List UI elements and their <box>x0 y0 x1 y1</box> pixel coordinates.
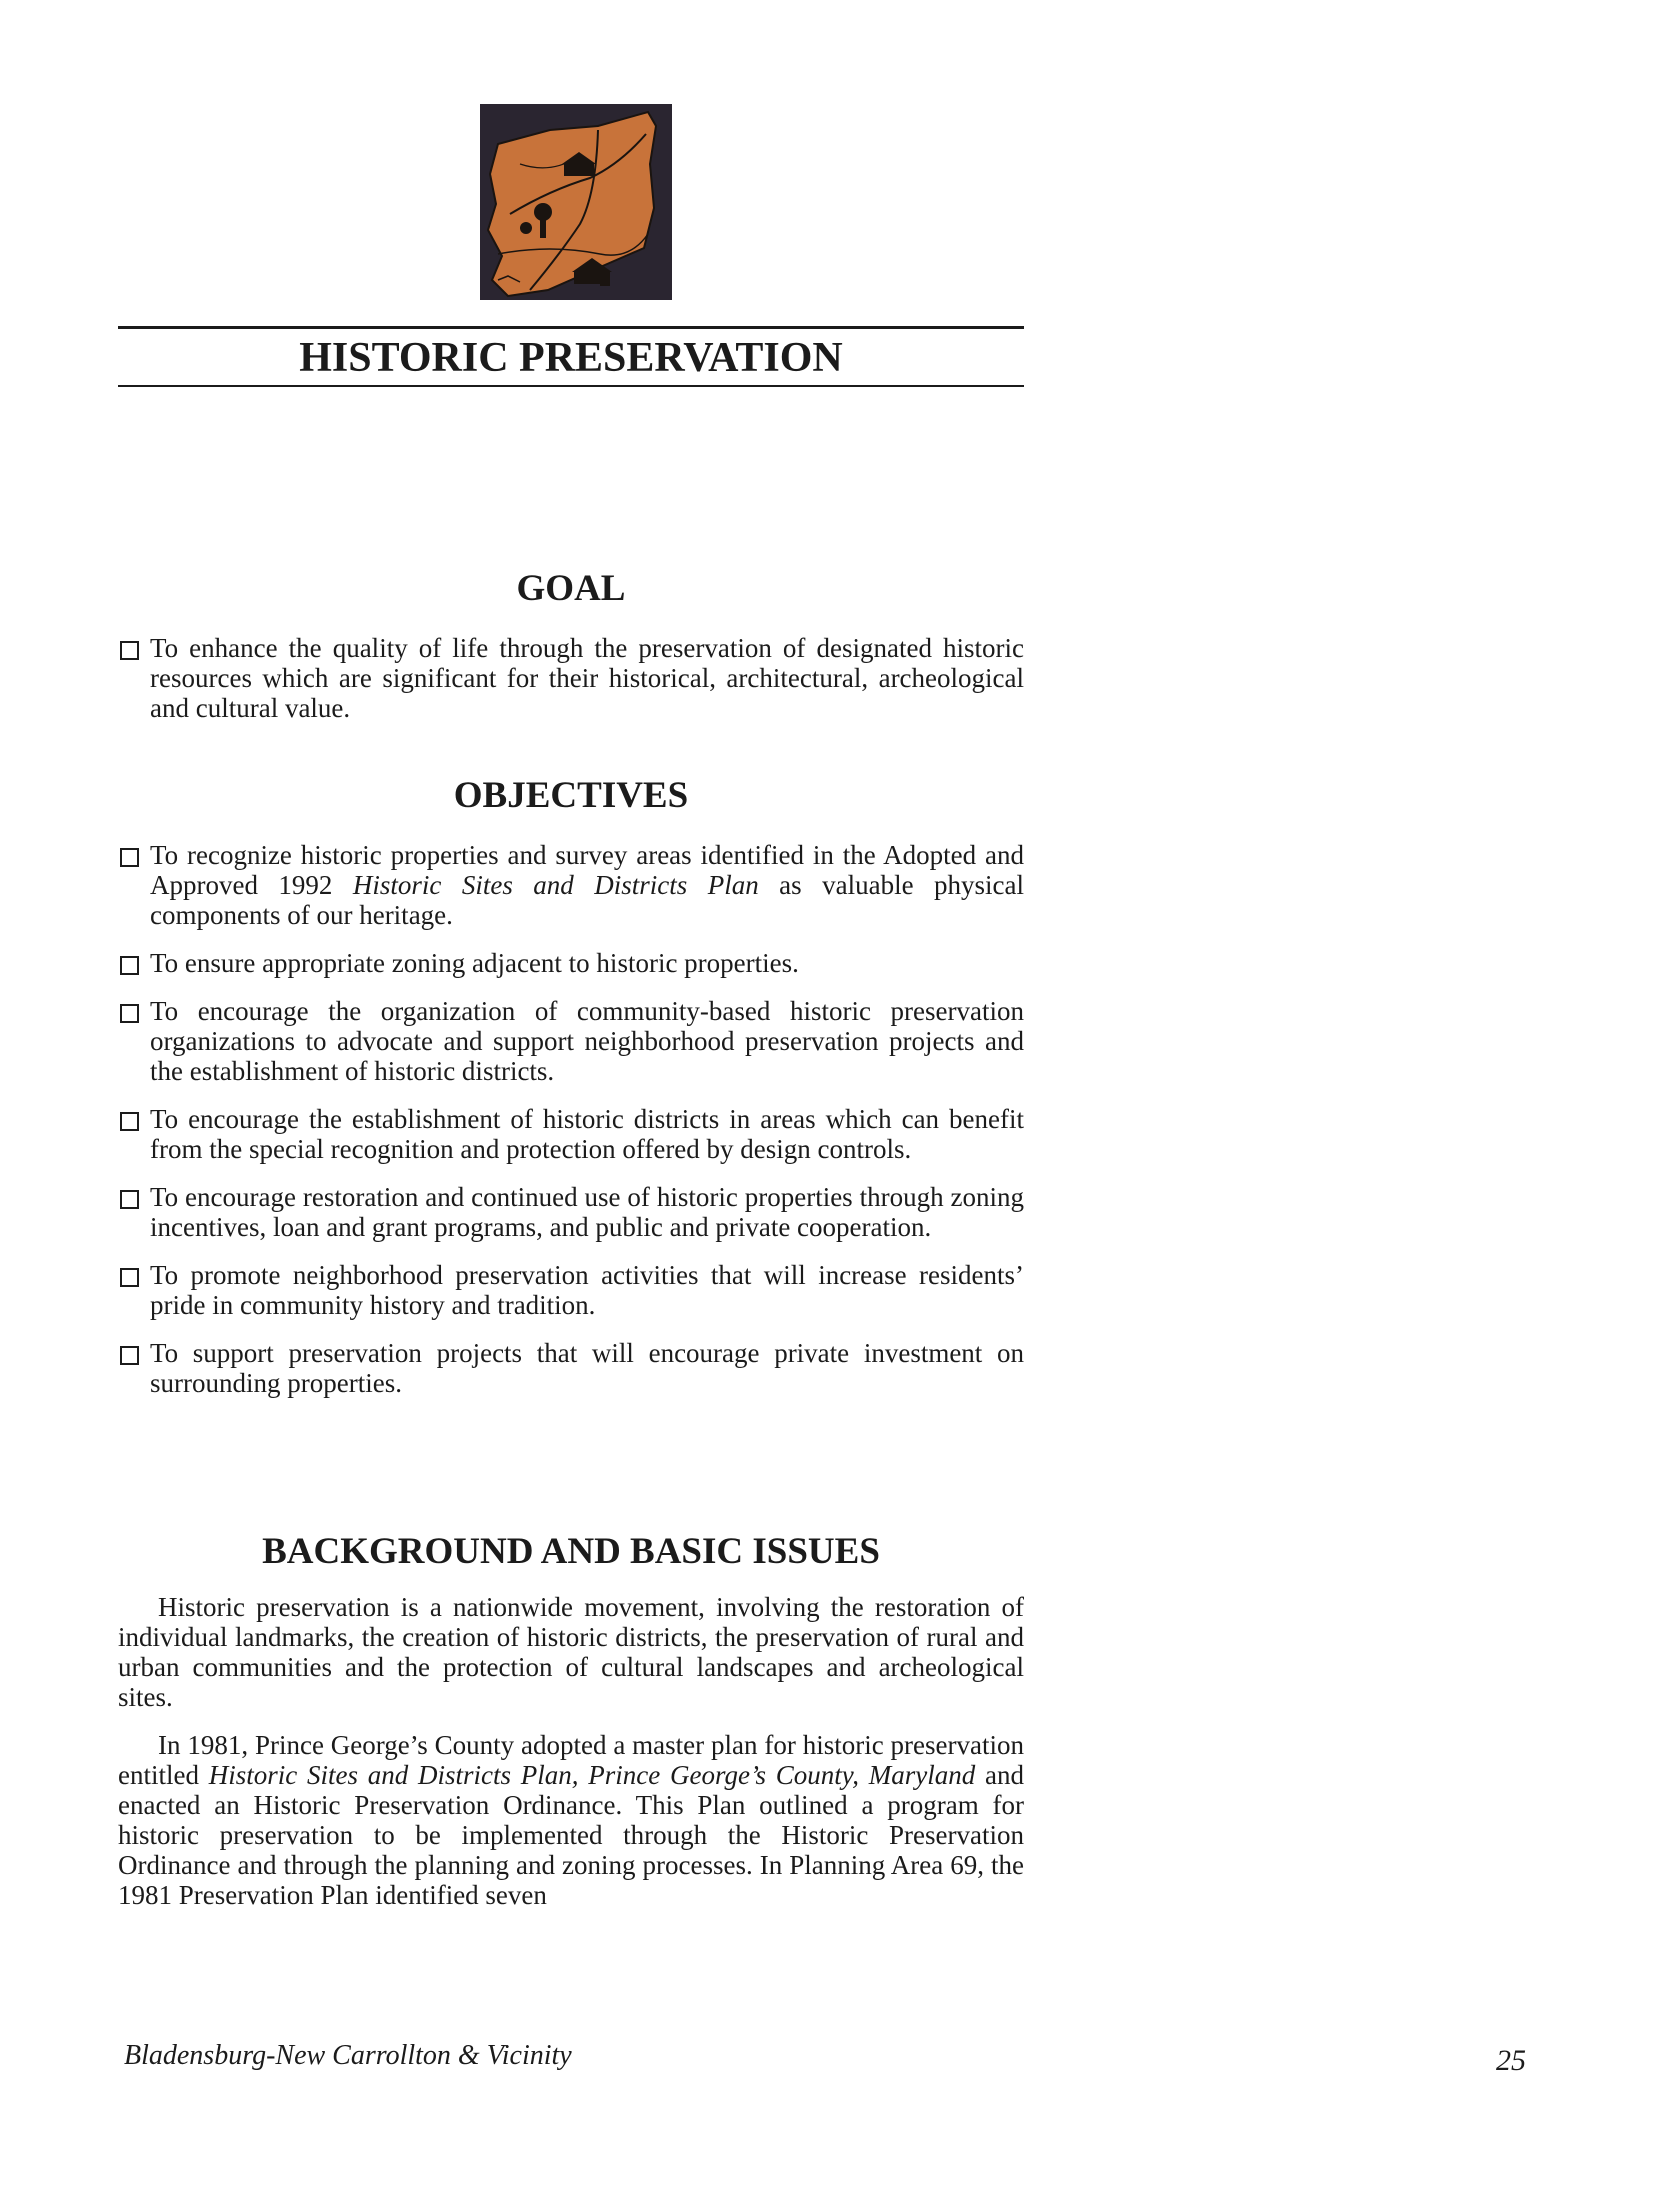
checkbox-icon <box>120 1268 139 1287</box>
goal-item <box>118 633 1024 723</box>
objective-item-text-end: as valuable physical components of our heritage. <box>150 870 1024 930</box>
checkbox-icon <box>120 848 139 867</box>
map-illustration <box>480 104 672 300</box>
background-heading: BACKGROUND AND BASIC ISSUES <box>262 1531 880 1572</box>
plan-title-italic: Historic Sites and Districts Plan <box>352 870 759 900</box>
objective-item-text: To encourage the establishment of historic districts in areas which can benefit from the special recognition and protection offered by design controls. <box>150 1104 1024 1164</box>
checkbox-icon <box>120 956 139 975</box>
background-section <box>118 1528 1024 1910</box>
objective-item-text: To promote neighborhood preservation activities that will increase residents’ pride in community history and tradition. <box>150 1260 1024 1320</box>
objective-item <box>118 1260 1024 1320</box>
objective-item-text: To encourage the organization of community-based historic preservation organizations to advocate and support neighborhood preservation projects and the establishment of historic districts. <box>150 996 1024 1086</box>
historic-map-emblem-icon <box>480 104 672 300</box>
footer-document-title: Bladensburg-New Carrollton & Vicinity <box>124 2040 572 2071</box>
checkbox-icon <box>120 1190 139 1209</box>
objectives-heading: OBJECTIVES <box>453 775 689 816</box>
goal-section <box>118 565 1024 723</box>
paragraph-text-end: and enacted an Historic Preservation Ordinance. This Plan outlined a program for historic preservation to be implemented through the Historic Preservation Ordinance and through the planning and zoning processes. In Planning Area 69, the 1981 Preservation Plan identified seven <box>118 1760 1024 1910</box>
background-paragraph-1: Historic preservation is a nationwide movement, involving the restoration of individual landmarks, the creation of historic districts, the preservation of rural and urban communities and the protection of cultural landscapes and archeological sites. <box>118 1592 1024 1712</box>
objective-item-text: To support preservation projects that will encourage private investment on surrounding properties. <box>150 1338 1024 1398</box>
objective-item <box>118 1338 1024 1398</box>
objective-item-text-start: To recognize historic properties and survey areas identified in the Adopted and Approved 1992 <box>150 840 1024 900</box>
paragraph-text-start: In 1981, Prince George’s County adopted a master plan for historic preservation entitled <box>118 1730 1024 1790</box>
plan-title-italic: Historic Sites and Districts Plan, Prince George’s County, Maryland <box>208 1760 976 1790</box>
checkbox-icon <box>120 1004 139 1023</box>
goal-item-text: To enhance the quality of life through the preservation of designated historic resources which are significant for their historical, architectural, archeological and cultural value. <box>150 633 1024 723</box>
page-title: HISTORIC PRESERVATION <box>299 335 843 381</box>
objective-item <box>118 948 1024 978</box>
objective-item-text: To encourage restoration and continued use of historic properties through zoning incentives, loan and grant programs, and public and private cooperation. <box>150 1182 1024 1242</box>
objectives-section <box>118 772 1024 1398</box>
objective-item <box>118 840 1024 930</box>
objective-item <box>118 1104 1024 1164</box>
checkbox-icon <box>120 1112 139 1131</box>
checkbox-icon <box>120 1346 139 1365</box>
page-number: 25 <box>1496 2044 1526 2077</box>
objective-item-text: To ensure appropriate zoning adjacent to historic properties. <box>150 948 799 978</box>
title-rule-bottom <box>118 385 1024 387</box>
objective-item <box>118 1182 1024 1242</box>
goal-heading: GOAL <box>516 568 626 609</box>
objective-item <box>118 996 1024 1086</box>
checkbox-icon <box>120 641 139 660</box>
title-block <box>118 326 1024 387</box>
background-paragraph-2 <box>118 1730 1024 1910</box>
